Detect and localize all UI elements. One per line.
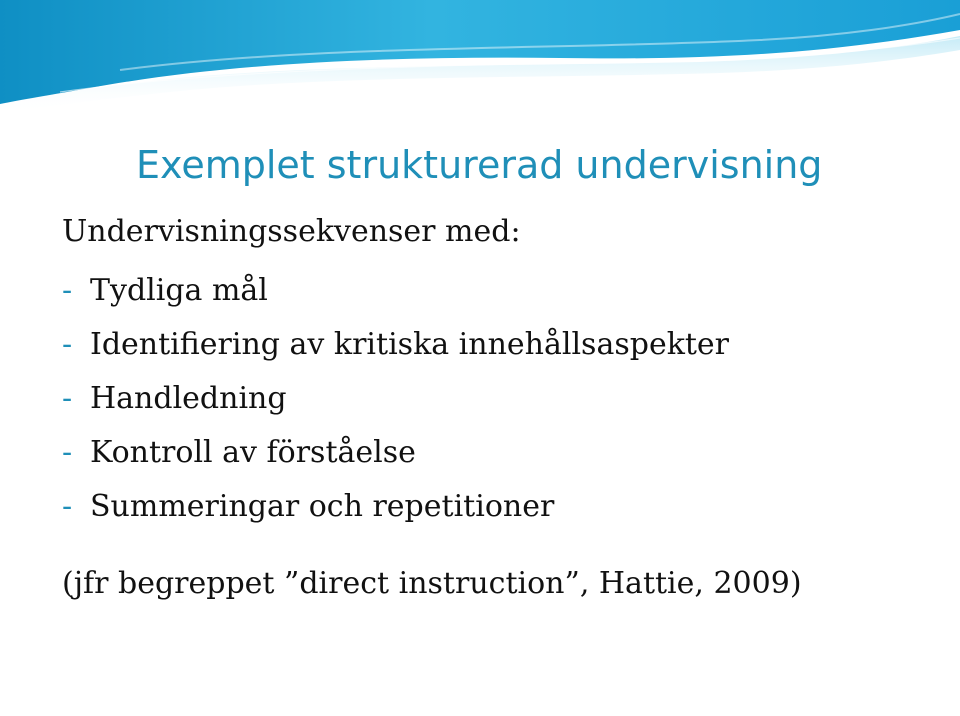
bullet-dash: - (62, 327, 73, 362)
list-item-text: Identifiering av kritiska innehållsaspekter (90, 327, 730, 362)
list-item (62, 264, 942, 318)
slide-body (62, 210, 942, 606)
list-item-text: Handledning (90, 381, 287, 416)
list-item-text: Summeringar och repetitioner (90, 489, 555, 524)
list-item (62, 318, 942, 372)
header-wave-banner (0, 0, 960, 120)
list-item-text: Kontroll av förståelse (90, 435, 416, 470)
bullet-dash: - (62, 273, 73, 308)
bullet-list (62, 264, 942, 534)
list-item-text: Tydliga mål (90, 273, 268, 308)
list-item (62, 426, 942, 480)
intro-text: Undervisningssekvenser med: (62, 214, 521, 249)
bullet-dash: - (62, 381, 73, 416)
list-item (62, 372, 942, 426)
bullet-dash: - (62, 435, 73, 470)
slide-title: Exemplet strukturerad undervisning (136, 143, 823, 187)
list-item (62, 480, 942, 534)
reference-text: (jfr begreppet ”direct instruction”, Hattie, 2009) (62, 566, 802, 601)
bullet-dash: - (62, 489, 73, 524)
